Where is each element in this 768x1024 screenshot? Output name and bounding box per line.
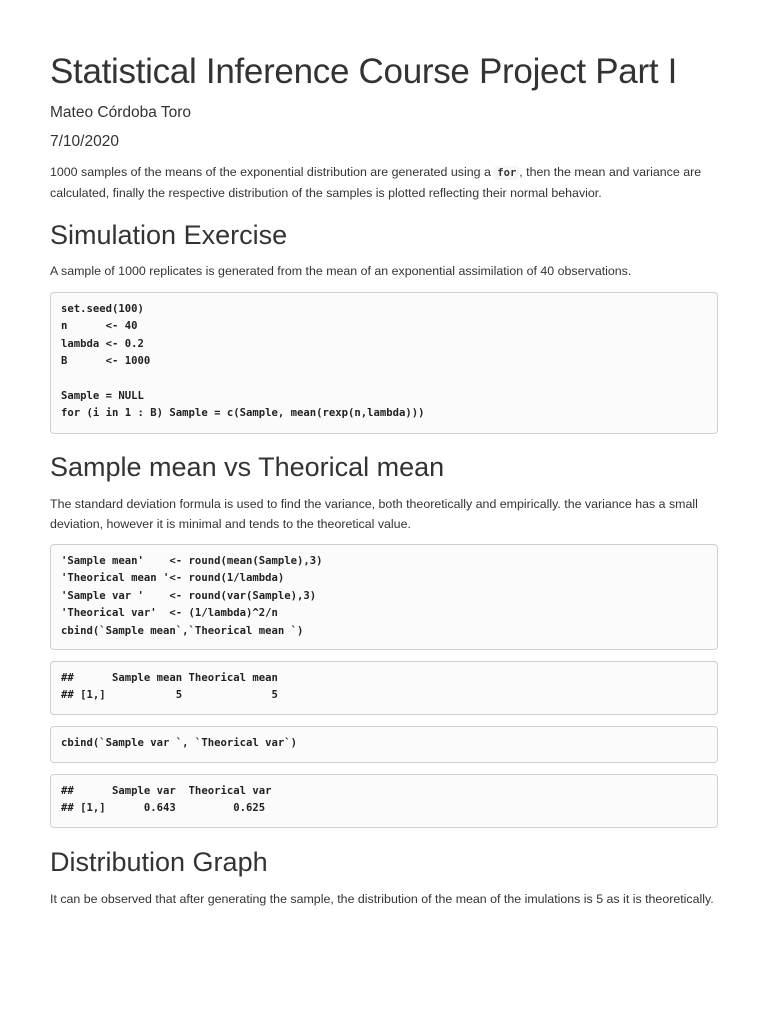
code-line: n <- 40 <box>61 320 138 333</box>
code-output-mean <box>50 661 718 715</box>
code-line: for (i in 1 : B) Sample = c(Sample, mean(rexp(n,lambda))) <box>61 407 425 420</box>
output-line: ## Sample var Theorical var <box>61 785 272 797</box>
inline-code-for: for <box>494 166 519 180</box>
code-block-mean-calc <box>50 544 718 650</box>
code-line <box>61 371 707 388</box>
code-line: B <- 1000 <box>61 355 151 368</box>
intro-paragraph <box>50 162 720 203</box>
output-line: ## [1,] 0.643 0.625 <box>61 802 266 815</box>
code-block-simulation <box>50 292 718 434</box>
output-line: ## [1,] 5 5 <box>61 689 278 702</box>
code-line: cbind(`Sample var `, `Theorical var`) <box>61 737 297 749</box>
section-heading-mean: Sample mean vs Theorical mean <box>50 452 445 482</box>
code-line: 'Theorical mean '<- round(1/lambda) <box>61 572 285 585</box>
code-line: 'Sample var ' <- round(var(Sample),3) <box>61 589 317 602</box>
output-line: ## Sample mean Theorical mean <box>61 672 278 684</box>
code-output-var <box>50 774 718 828</box>
intro-text-after: , then the mean and variance are calculated, finally the respective distribution of the samples is plotted reflecting their normal behavior. <box>50 165 702 200</box>
section-heading-simulation: Simulation Exercise <box>50 220 288 250</box>
section-text-simulation: A sample of 1000 replicates is generated from the mean of an exponential assimilation of 40 observations. <box>50 264 632 278</box>
code-line: Sample = NULL <box>61 390 144 403</box>
code-line: 'Sample mean' <- round(mean(Sample),3) <box>61 555 323 567</box>
document-author: Mateo Córdoba Toro <box>50 104 192 121</box>
document-title: Statistical Inference Course Project Part I <box>50 52 678 91</box>
section-text-distribution: It can be observed that after generating the sample, the distribution of the mean of the imulations is 5 as it is theoretically. <box>50 892 714 906</box>
code-line: cbind(`Sample mean`,`Theorical mean `) <box>61 624 304 637</box>
section-heading-distribution: Distribution Graph <box>50 847 268 877</box>
code-line: lambda <- 0.2 <box>61 337 144 350</box>
section-text-mean: The standard deviation formula is used to find the variance, both theoretically and empirically. the variance has a small deviation, however it is minimal and tends to the theoretical value. <box>50 497 698 531</box>
code-block-var-cbind <box>50 726 718 763</box>
code-line: set.seed(100) <box>61 303 144 315</box>
intro-text-before: 1000 samples of the means of the exponential distribution are generated using a <box>50 165 495 179</box>
document-date: 7/10/2020 <box>50 133 119 150</box>
code-line: 'Theorical var' <- (1/lambda)^2/n <box>61 607 278 620</box>
